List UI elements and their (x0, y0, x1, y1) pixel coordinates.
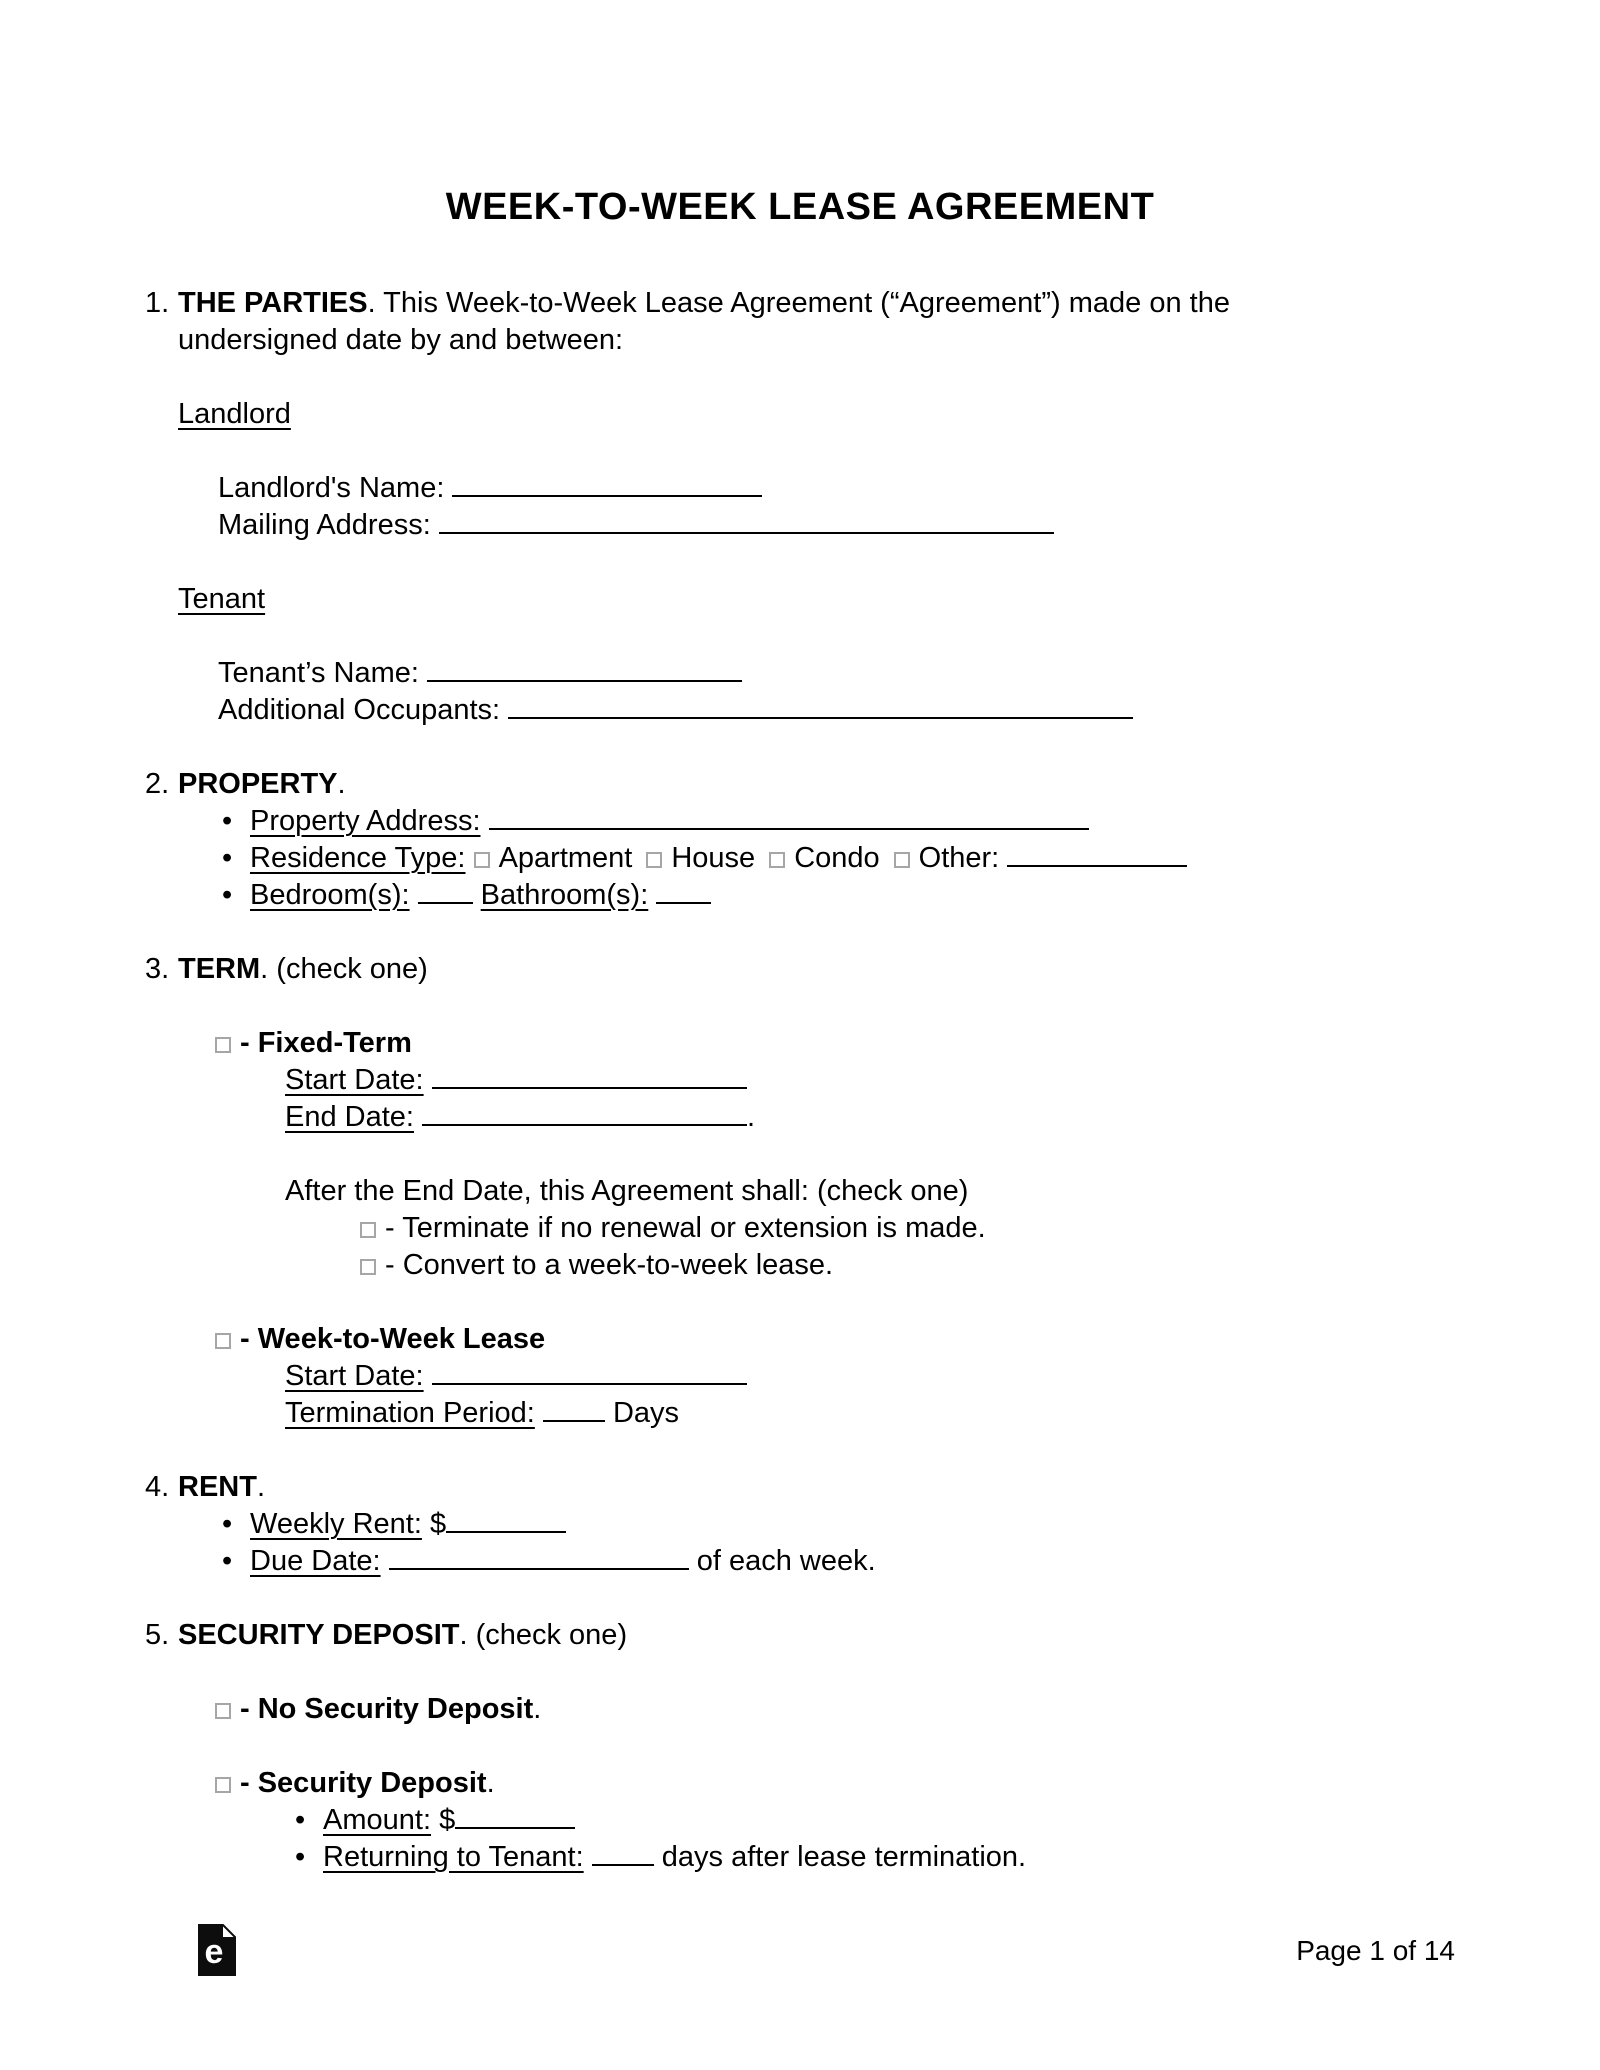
deposit-amount-blank[interactable] (455, 1805, 575, 1829)
security-deposit-checkbox[interactable] (215, 1777, 231, 1793)
section-heading-parties: THE PARTIES (178, 287, 368, 319)
returning-suffix: days after lease termination. (661, 1841, 1027, 1873)
bullet-icon (295, 1839, 323, 1876)
weekly-rent-blank[interactable] (446, 1509, 566, 1533)
tenant-heading: Tenant (178, 583, 266, 615)
no-security-deposit-checkbox[interactable] (215, 1703, 231, 1719)
week-to-week-option (145, 1321, 1455, 1358)
section-security-deposit (145, 1617, 1455, 1654)
tenant-name-blank[interactable] (427, 658, 742, 682)
residence-condo-label: Condo (794, 842, 880, 874)
termination-period-line (145, 1395, 1455, 1432)
residence-other-label: Other: (918, 842, 1000, 874)
residence-other-blank[interactable] (1007, 843, 1187, 867)
due-date-suffix: of each week. (696, 1545, 876, 1577)
tenant-name-label: Tenant’s Name: (218, 657, 419, 689)
due-date-blank[interactable] (389, 1546, 689, 1570)
no-security-deposit-label: - No Security Deposit (240, 1693, 534, 1725)
page-title: WEEK-TO-WEEK LEASE AGREEMENT (445, 186, 1155, 228)
section-heading-security-deposit: SECURITY DEPOSIT (178, 1619, 460, 1651)
bullet-icon (222, 1543, 250, 1580)
terminate-label: - Terminate if no renewal or extension is made. (385, 1212, 986, 1244)
landlord-block (145, 396, 1455, 433)
returning-label: Returning to Tenant: (323, 1841, 584, 1873)
deposit-amount-item (145, 1802, 1455, 1839)
due-date-item (145, 1543, 1455, 1580)
convert-checkbox[interactable] (360, 1259, 376, 1275)
section-heading-rent: RENT (178, 1471, 257, 1503)
fixed-end-line (145, 1099, 1455, 1136)
property-address-item (145, 803, 1455, 840)
section-heading-term: TERM (178, 953, 261, 985)
convert-label: - Convert to a week-to-week lease. (385, 1249, 834, 1281)
property-address-label: Property Address: (250, 805, 481, 837)
tenant-name-line (145, 655, 1455, 692)
period: . (533, 1693, 542, 1725)
residence-type-item (145, 840, 1455, 877)
bullet-icon (222, 877, 250, 914)
mailing-address-label: Mailing Address: (218, 509, 431, 541)
residence-house-checkbox[interactable] (646, 852, 662, 868)
after-end-date-line (145, 1173, 1455, 1210)
due-date-label: Due Date: (250, 1545, 381, 1577)
bedrooms-blank[interactable] (418, 880, 473, 904)
convert-option (145, 1247, 1455, 1284)
landlord-heading: Landlord (178, 398, 291, 430)
terminate-checkbox[interactable] (360, 1222, 376, 1238)
end-date-label: End Date: (285, 1101, 414, 1133)
start-date-label: Start Date: (285, 1064, 424, 1096)
returning-days-blank[interactable] (592, 1842, 654, 1866)
additional-occupants-label: Additional Occupants: (218, 694, 501, 726)
weekly-rent-label: Weekly Rent: (250, 1508, 422, 1540)
heading-period: . (337, 768, 346, 800)
section-rent (145, 1469, 1455, 1506)
terminate-option (145, 1210, 1455, 1247)
residence-type-label: Residence Type: (250, 842, 466, 874)
section-number: 4. (145, 1471, 170, 1503)
bullet-icon (222, 1506, 250, 1543)
fixed-start-line (145, 1062, 1455, 1099)
week-to-week-checkbox[interactable] (215, 1333, 231, 1349)
start-date-label: Start Date: (285, 1360, 424, 1392)
deposit-heading-suffix: . (check one) (459, 1619, 628, 1651)
currency-sign: $ (439, 1804, 456, 1836)
section-number: 3. (145, 953, 170, 985)
fixed-term-checkbox[interactable] (215, 1037, 231, 1053)
fixed-term-option (145, 1025, 1455, 1062)
bathrooms-label: Bathroom(s): (480, 879, 649, 911)
security-deposit-label: - Security Deposit (240, 1767, 487, 1799)
end-period: . (747, 1101, 756, 1133)
landlord-name-blank[interactable] (452, 473, 762, 497)
bathrooms-blank[interactable] (656, 880, 711, 904)
days-suffix: Days (612, 1397, 680, 1429)
residence-apartment-checkbox[interactable] (474, 852, 490, 868)
security-deposit-option (145, 1765, 1455, 1802)
section-heading-property: PROPERTY (178, 768, 338, 800)
section-term (145, 951, 1455, 988)
page-footer (145, 1922, 1455, 1978)
currency-sign: $ (429, 1508, 447, 1540)
mailing-address-blank[interactable] (439, 510, 1054, 534)
fixed-start-date-blank[interactable] (432, 1065, 747, 1089)
period: . (486, 1767, 495, 1799)
term-heading-suffix: . (check one) (260, 953, 428, 985)
additional-occupants-line (145, 692, 1455, 729)
eforms-logo-icon (198, 1924, 236, 1976)
page-number-label: Page 1 of 14 (1296, 1934, 1455, 1966)
weekly-rent-item (145, 1506, 1455, 1543)
section-number: 1. (145, 287, 170, 319)
parties-intro-text: . This Week-to-Week Lease Agreement (“Agreement”) made on the undersigned date by and between: (178, 287, 1230, 356)
after-end-date-text: After the End Date, this Agreement shall: (check one) (285, 1175, 969, 1207)
residence-other-checkbox[interactable] (894, 852, 910, 868)
deposit-amount-label: Amount: (323, 1804, 431, 1836)
section-parties (145, 285, 1455, 359)
bullet-icon (222, 840, 250, 877)
no-security-deposit-option (145, 1691, 1455, 1728)
section-number: 5. (145, 1619, 170, 1651)
property-address-blank[interactable] (489, 806, 1089, 830)
additional-occupants-blank[interactable] (508, 695, 1133, 719)
bullet-icon (295, 1802, 323, 1839)
bedrooms-label: Bedroom(s): (250, 879, 410, 911)
heading-period: . (256, 1471, 266, 1503)
residence-condo-checkbox[interactable] (769, 852, 785, 868)
tenant-block (145, 581, 1455, 618)
termination-period-label: Termination Period: (285, 1397, 535, 1429)
w2w-start-line (145, 1358, 1455, 1395)
w2w-start-date-blank[interactable] (432, 1361, 747, 1385)
bullet-icon (222, 803, 250, 840)
returning-item (145, 1839, 1455, 1876)
residence-house-label: House (671, 842, 756, 874)
mailing-address-line (145, 507, 1455, 544)
fixed-end-date-blank[interactable] (422, 1102, 747, 1126)
svg-text:e: e (204, 1933, 224, 1971)
landlord-name-label: Landlord's Name: (218, 472, 445, 504)
section-number: 2. (145, 768, 170, 800)
landlord-name-line (145, 470, 1455, 507)
fixed-term-label: - Fixed-Term (240, 1027, 412, 1059)
residence-apartment-label: Apartment (498, 842, 633, 874)
section-property (145, 766, 1455, 803)
week-to-week-label: - Week-to-Week Lease (240, 1323, 546, 1355)
termination-period-blank[interactable] (543, 1398, 605, 1422)
bed-bath-item (145, 877, 1455, 914)
